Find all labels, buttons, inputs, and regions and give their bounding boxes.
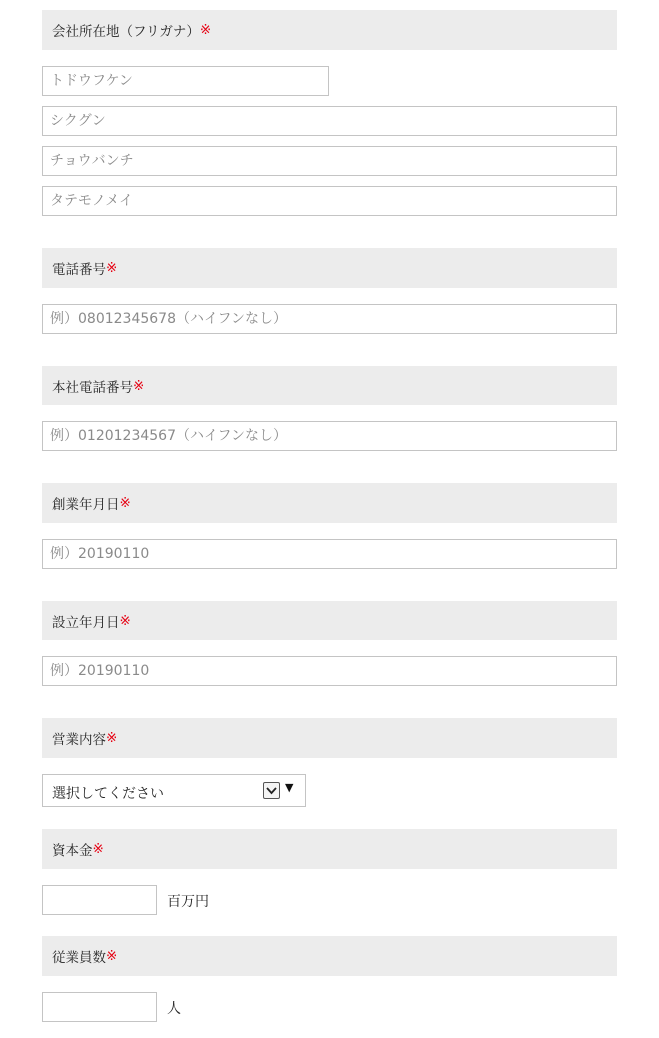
triangle-down-icon: ▼: [285, 781, 294, 794]
required-mark: ※: [199, 22, 212, 38]
business-select[interactable]: [42, 774, 306, 807]
hq-phone-header: [42, 366, 617, 405]
hq-phone-label: 本社電話番号: [52, 379, 133, 396]
hq-phone-input[interactable]: [42, 421, 617, 451]
city-kana-input[interactable]: [42, 106, 617, 136]
required-mark: ※: [119, 495, 131, 511]
chevron-down-icon[interactable]: [263, 782, 280, 799]
phone-input[interactable]: [42, 304, 617, 334]
business-select-value: 選択してください: [52, 786, 164, 802]
address-kana-header: [42, 10, 617, 50]
founded-date-label: 創業年月日: [52, 497, 120, 513]
required-mark: ※: [133, 377, 145, 394]
required-mark: ※: [119, 612, 131, 629]
required-mark: ※: [106, 260, 118, 276]
address-kana-label: 会社所在地（フリガナ）: [52, 24, 200, 40]
required-mark: ※: [106, 730, 118, 746]
phone-label: 電話番号: [52, 262, 106, 278]
employees-header: [42, 936, 617, 976]
capital-input[interactable]: [42, 885, 157, 915]
capital-label: 資本金: [52, 843, 93, 859]
established-date-header: [42, 601, 617, 640]
employees-label: 従業員数: [52, 950, 106, 966]
capital-unit: 百万円: [167, 894, 209, 910]
phone-header: [42, 248, 617, 288]
employees-unit: 人: [167, 1001, 181, 1017]
capital-header: [42, 829, 617, 869]
required-mark: ※: [92, 841, 104, 857]
business-label: 営業内容: [52, 732, 106, 748]
established-date-input[interactable]: [42, 656, 617, 686]
required-mark: ※: [106, 948, 118, 964]
founded-date-header: [42, 483, 617, 523]
prefecture-kana-input[interactable]: [42, 66, 329, 96]
established-date-label: 設立年月日: [52, 614, 120, 631]
employees-input[interactable]: [42, 992, 157, 1022]
building-kana-input[interactable]: [42, 186, 617, 216]
business-header: [42, 718, 617, 758]
street-kana-input[interactable]: [42, 146, 617, 176]
founded-date-input[interactable]: [42, 539, 617, 569]
